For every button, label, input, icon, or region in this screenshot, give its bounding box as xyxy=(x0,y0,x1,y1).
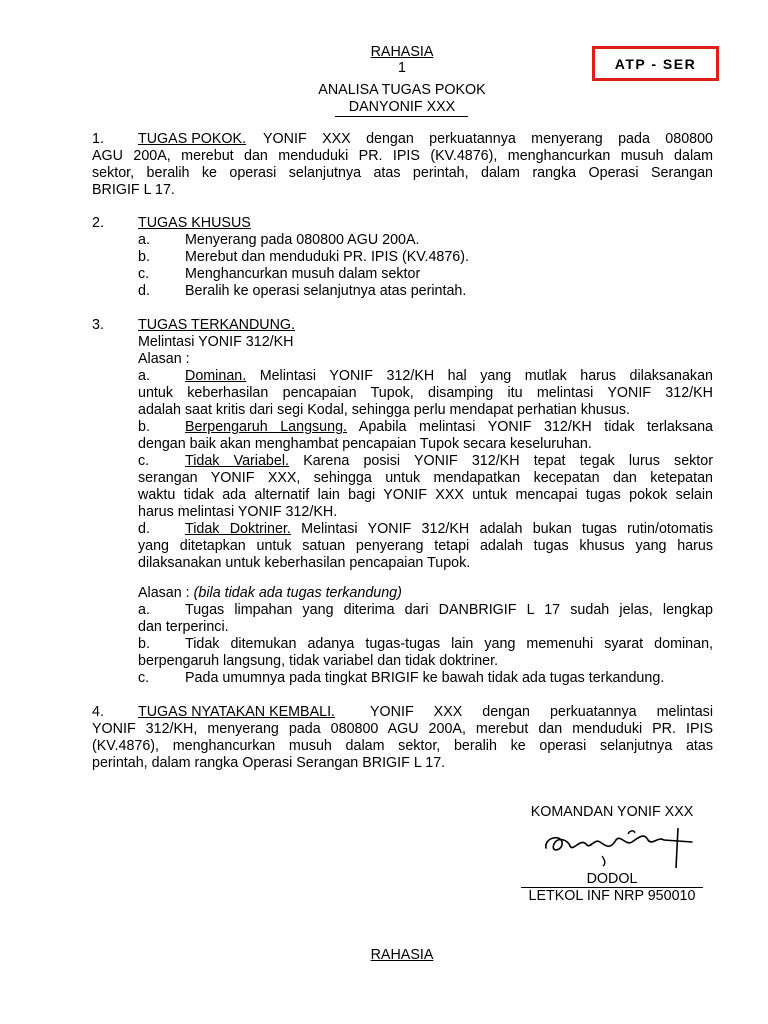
section-3-number: 3. xyxy=(92,317,104,333)
list-item: d. Beralih ke operasi selanjutnya atas perintah. xyxy=(138,283,467,299)
section-4-line: YONIF 312/KH, menyerang pada 080800 AGU 200A, merebut dan menduduki PR. IPIS xyxy=(92,721,713,737)
document-title: ANALISA TUGAS POKOK xyxy=(318,82,486,98)
reason-c-line: c. Tidak Variabel. Karena posisi YONIF 312/KH tepat tegak lurus sektor xyxy=(138,453,713,469)
section-1-line: YONIF XXX dengan perkuatannya menyerang pada 080800 xyxy=(263,131,713,147)
section-3-subject: Melintasi YONIF 312/KH xyxy=(138,334,294,350)
section-4-number: 4. xyxy=(92,704,104,720)
reason-a-line: a. Dominan. Melintasi YONIF 312/KH hal yang mutlak harus dilaksanakan xyxy=(138,368,713,384)
section-1-heading: TUGAS POKOK. xyxy=(138,131,247,147)
section-2-number: 2. xyxy=(92,215,104,231)
section-1-number: 1. xyxy=(92,131,104,147)
list-item: a. Menyerang pada 080800 AGU 200A. xyxy=(138,232,420,248)
reason-c-line: serangan YONIF XXX, sehingga untuk mendapatkan kecepatan dan ketepatan xyxy=(138,470,713,486)
signatory-rank: LETKOL INF NRP 950010 xyxy=(528,888,696,904)
reason-a-line: untuk keberhasilan pencapaian Tupok, disamping itu melintasi YONIF 312/KH xyxy=(138,385,713,401)
classification-header: RAHASIA xyxy=(370,44,434,60)
section-2-heading: TUGAS KHUSUS xyxy=(138,215,251,231)
signatory-name: DODOL xyxy=(586,871,638,887)
document-subtitle: DANYONIF XXX xyxy=(348,99,456,115)
reason-d-line: d. Tidak Doktriner. Melintasi YONIF 312/KH adalah bukan tugas rutin/otomatis xyxy=(138,521,713,537)
section-1-line: BRIGIF L 17. xyxy=(92,182,175,198)
section-4-line: (KV.4876), menghancurkan musuh dalam sektor, beralih ke operasi selanjutnya atas xyxy=(92,738,713,754)
title-underline xyxy=(335,116,468,117)
section-4-line: YONIF XXX dengan perkuatannya melintasi xyxy=(370,704,713,720)
signatory-position: KOMANDAN YONIF XXX xyxy=(530,804,694,820)
section-4-heading: TUGAS NYATAKAN KEMBALI. xyxy=(138,704,336,720)
reason-a-line: adalah saat kritis dari segi Kodal, sehingga perlu mendapat perhatian khusus. xyxy=(138,402,630,418)
alt-reason-b-line: berpengaruh langsung, tidak variabel dan tidak doktriner. xyxy=(138,653,499,669)
classification-footer: RAHASIA xyxy=(370,947,434,963)
alt-reason-a-line: a. Tugas limpahan yang diterima dari DANBRIGIF L 17 sudah jelas, lengkap xyxy=(138,602,713,618)
reason-d-line: yang ditetapkan untuk satuan penyerang tetapi adalah tugas khusus yang harus xyxy=(138,538,713,554)
reason-label: Alasan : xyxy=(138,351,190,367)
reason-b-line: dengan baik akan menghambat pencapaian Tupok secara keseluruhan. xyxy=(138,436,592,452)
page-number: 1 xyxy=(398,60,406,76)
section-3-heading: TUGAS TERKANDUNG. xyxy=(138,317,296,333)
handwritten-signature xyxy=(540,822,705,874)
list-item: b. Merebut dan menduduki PR. IPIS (KV.4876). xyxy=(138,249,469,265)
reason-b-line: b. Berpengaruh Langsung. Apabila melintasi YONIF 312/KH tidak terlaksana xyxy=(138,419,713,435)
atp-ser-stamp: ATP - SER xyxy=(592,46,719,81)
section-1-line: sektor, beralih ke operasi selanjutnya atas perintah, dalam rangka Operasi Serangan xyxy=(92,165,713,181)
section-1-line: AGU 200A, merebut dan menduduki PR. IPIS (KV.4876), menghancurkan musuh dalam xyxy=(92,148,713,164)
reason-d-line: dilaksanakan untuk keberhasilan pencapaian Tupok. xyxy=(138,555,471,571)
reason-c-line: harus melintasi YONIF 312/KH. xyxy=(138,504,338,520)
alt-reason-c-line: c. Pada umumnya pada tingkat BRIGIF ke bawah tidak ada tugas terkandung. xyxy=(138,670,665,686)
list-item: c. Menghancurkan musuh dalam sektor xyxy=(138,266,421,282)
alt-reason-a-line: dan terperinci. xyxy=(138,619,229,635)
section-4-line: perintah, dalam rangka Operasi Serangan BRIGIF L 17. xyxy=(92,755,446,771)
alt-reason-label: Alasan : (bila tidak ada tugas terkandung) xyxy=(138,585,402,601)
reason-c-line: waktu tidak ada alternatif lain bagi YONIF XXX untuk mencapai tugas pokok selain xyxy=(138,487,713,503)
alt-reason-b-line: b. Tidak ditemukan adanya tugas-tugas lain yang memenuhi syarat dominan, xyxy=(138,636,713,652)
